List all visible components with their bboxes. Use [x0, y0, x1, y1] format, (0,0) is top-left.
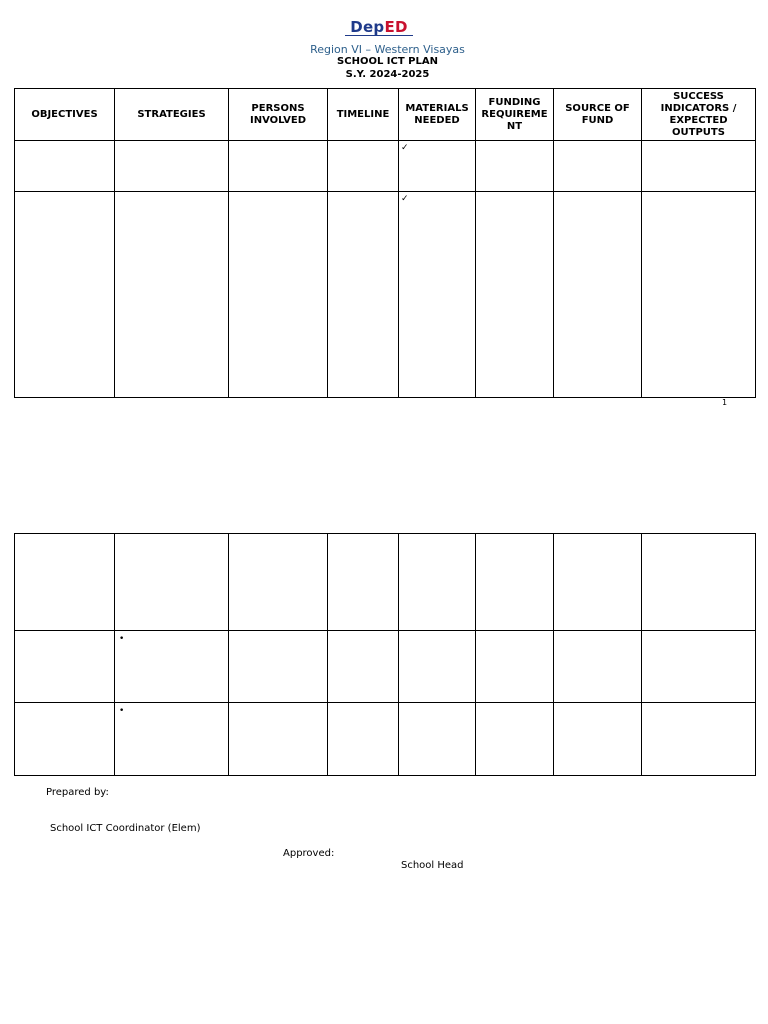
table-cell[interactable] — [476, 141, 554, 192]
table-cell[interactable] — [229, 703, 328, 776]
table-cell[interactable] — [554, 534, 642, 631]
column-header-objectives: OBJECTIVES — [15, 89, 115, 141]
table-cell[interactable] — [229, 192, 328, 398]
table-cell[interactable] — [476, 631, 554, 703]
table-cell[interactable] — [115, 534, 229, 631]
table-cell[interactable] — [328, 703, 399, 776]
logo-ed-text: ED — [384, 18, 408, 36]
column-header-materials-needed: MATERIALS NEEDED — [399, 89, 476, 141]
table-cell[interactable] — [642, 192, 756, 398]
ict-plan-table — [14, 88, 756, 398]
table-header-row — [15, 89, 756, 141]
table-row — [15, 192, 756, 398]
table-cell[interactable] — [642, 141, 756, 192]
table-cell[interactable] — [15, 192, 115, 398]
school-head-label: School Head — [401, 860, 464, 871]
column-header-persons-involved: PERSONS INVOLVED — [229, 89, 328, 141]
page-title: SCHOOL ICT PLAN — [337, 56, 438, 67]
table-cell[interactable] — [476, 703, 554, 776]
table-cell[interactable] — [399, 534, 476, 631]
table-cell[interactable] — [642, 534, 756, 631]
table-cell[interactable] — [115, 141, 229, 192]
table-cell[interactable] — [554, 141, 642, 192]
table-cell[interactable] — [229, 534, 328, 631]
table-cell[interactable] — [15, 141, 115, 192]
table-cell[interactable] — [229, 631, 328, 703]
table-cell[interactable] — [115, 192, 229, 398]
table-cell[interactable] — [15, 534, 115, 631]
column-header-strategies: STRATEGIES — [115, 89, 229, 141]
table-cell[interactable] — [554, 192, 642, 398]
table-cell[interactable] — [15, 703, 115, 776]
table-cell[interactable] — [476, 534, 554, 631]
table-cell[interactable] — [328, 631, 399, 703]
prepared-by-label: Prepared by: — [46, 787, 109, 798]
table-row — [15, 703, 756, 776]
table-row — [15, 141, 756, 192]
table-cell[interactable] — [328, 534, 399, 631]
table-cell[interactable] — [15, 631, 115, 703]
table-cell[interactable] — [328, 192, 399, 398]
table-cell[interactable] — [328, 141, 399, 192]
table-row — [15, 534, 756, 631]
check-mark-icon[interactable]: ✓ — [399, 192, 476, 398]
school-year: S.Y. 2024-2025 — [345, 69, 430, 80]
bullet-icon[interactable]: • — [115, 631, 229, 703]
page-number: 1 — [722, 398, 728, 407]
table-cell[interactable] — [229, 141, 328, 192]
column-header-success-indicators: SUCCESS INDICATORS / EXPECTED OUTPUTS — [642, 89, 756, 141]
column-header-timeline: TIMELINE — [328, 89, 399, 141]
bullet-icon[interactable]: • — [115, 703, 229, 776]
coordinator-label: School ICT Coordinator (Elem) — [50, 823, 201, 834]
check-mark-icon[interactable]: ✓ — [399, 141, 476, 192]
table-cell[interactable] — [554, 703, 642, 776]
approved-label: Approved: — [283, 848, 335, 859]
table-cell[interactable] — [399, 631, 476, 703]
table-cell[interactable] — [554, 631, 642, 703]
column-header-funding-requirement: FUNDING REQUIREME NT — [476, 89, 554, 141]
table-cell[interactable] — [399, 703, 476, 776]
table-cell[interactable] — [476, 192, 554, 398]
table-row — [15, 631, 756, 703]
table-cell[interactable] — [642, 703, 756, 776]
ict-plan-table-continued — [14, 533, 756, 776]
table-cell[interactable] — [642, 631, 756, 703]
logo-tagline — [345, 35, 413, 39]
region-label: Region VI – Western Visayas — [310, 43, 465, 56]
logo-dep-text: Dep — [350, 18, 385, 36]
column-header-source-of-fund: SOURCE OF FUND — [554, 89, 642, 141]
deped-logo — [343, 20, 415, 40]
